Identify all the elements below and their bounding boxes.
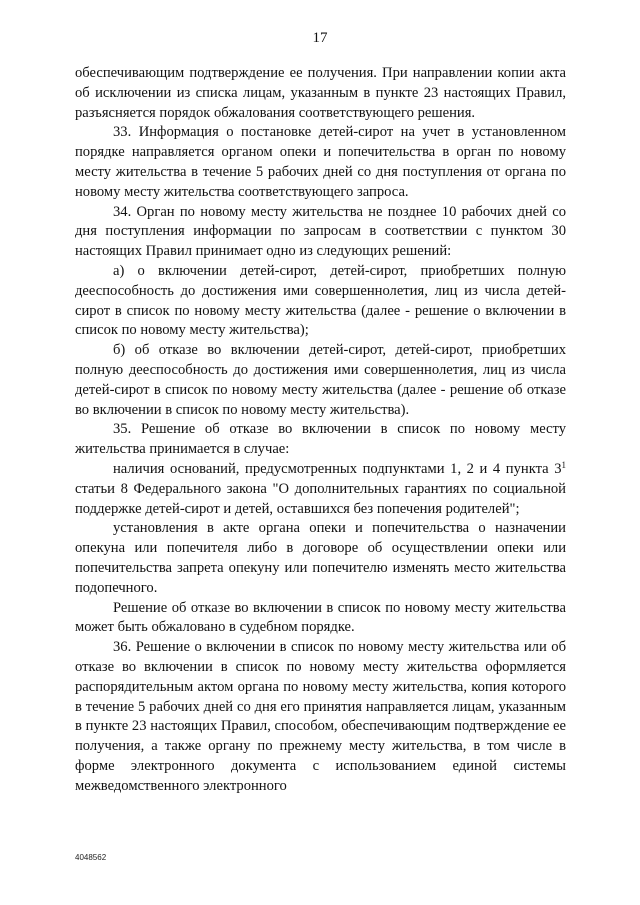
paragraph-35-law-basis bbox=[75, 460, 566, 519]
law-basis-text-2: статьи 8 Федерального закона "О дополнительных гарантиях по социальной поддержке детей-сирот и детей, оставшихся без попечения родителей"; bbox=[75, 480, 566, 517]
page-number: 17 bbox=[312, 30, 328, 46]
document-body bbox=[75, 64, 566, 796]
paragraph-continuation: обеспечивающим подтверждение ее получения. При направлении копии акта об исключении из списка лицам, указанным в пункте 23 настоящих Правил, разъясняется порядок обжалования соответствующего решения. bbox=[75, 65, 566, 121]
law-basis-text-1: наличия оснований, предусмотренных подпунктами 1, 2 и 4 пункта 3 bbox=[113, 460, 562, 477]
paragraph-34-a: а) о включении детей-сирот, детей-сирот, приобретших полную дееспособность до достижения ими совершеннолетия, лиц из числа детей-сирот в список по новому месту жительства (далее - решение о включении в список по новому месту жительства); bbox=[75, 262, 566, 339]
paragraph-35-guardian: установления в акте органа опеки и попечительства о назначении опекуна или попечителя либо в договоре об осуществлении опеки или попечительства запрета опекуну или попечителю изменять место жительства подопечного. bbox=[75, 520, 566, 596]
paragraph-34: 34. Орган по новому месту жительства не позднее 10 рабочих дней со дня поступления информации по запросам в соответствии с пунктом 30 настоящих Правил принимает одно из следующих решений: bbox=[75, 203, 566, 260]
paragraph-34-b: б) об отказе во включении детей-сирот, детей-сирот, приобретших полную дееспособность до достижения ими совершеннолетия, лиц из числа детей-сирот в список по новому месту жительства (далее - решение об отказе во включении в список по новому месту жительства). bbox=[75, 342, 566, 418]
paragraph-35: 35. Решение об отказе во включении в список по новому месту жительства принимается в случае: bbox=[75, 421, 566, 458]
law-basis-superscript: 1 bbox=[561, 459, 566, 470]
paragraph-36: 36. Решение о включении в список по новому месту жительства или об отказе во включении в список по новому месту жительства оформляется распорядительным актом органа по новому месту жительства, копия которого в течение 5 рабочих дней со дня его принятия направляется лицам, указанным в пункте 23 настоящих Правил, способом, обеспечивающим подтверждение ее получения, а также органу по прежнему месту жительства, в том числе в форме электронного документа с использованием единой системы межведомственного электронного bbox=[75, 639, 566, 794]
paragraph-35-appeal: Решение об отказе во включении в список по новому месту жительства может быть обжаловано в судебном порядке. bbox=[75, 599, 566, 636]
document-code: 4048562 bbox=[75, 853, 107, 862]
paragraph-33: 33. Информация о постановке детей-сирот на учет в установленном порядке направляется органом опеки и попечительства в орган по новому месту жительства в течение 5 рабочих дней со дня поступления от органа по новому месту жительства соответствующего запроса. bbox=[75, 124, 566, 200]
